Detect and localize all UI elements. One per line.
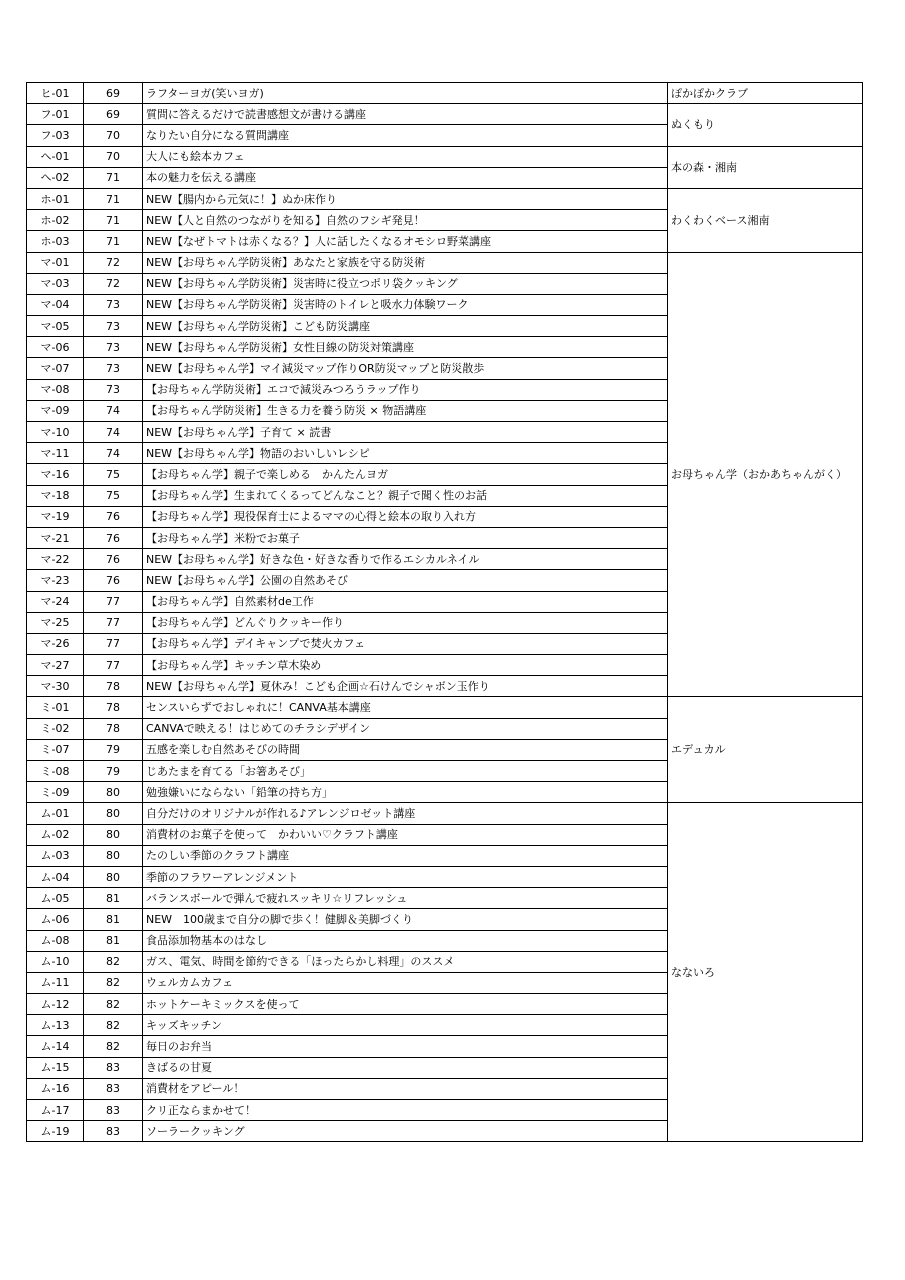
course-code: マ-26 (27, 633, 84, 654)
course-code: ミ-02 (27, 718, 84, 739)
page-number: 83 (84, 1057, 143, 1078)
course-code: マ-24 (27, 591, 84, 612)
table-row (27, 104, 863, 125)
page-number: 82 (84, 1015, 143, 1036)
course-title: 消費材をアピール！ (143, 1078, 668, 1099)
page-number: 70 (84, 146, 143, 167)
course-title: ソーラークッキング (143, 1121, 668, 1142)
page-number: 79 (84, 761, 143, 782)
course-code: マ-21 (27, 527, 84, 548)
table-row (27, 252, 863, 273)
course-code: マ-25 (27, 612, 84, 633)
course-title: NEW【お母ちゃん学防災術】女性目線の防災対策講座 (143, 337, 668, 358)
course-title: 【お母ちゃん学】親子で楽しめる かんたんヨガ (143, 464, 668, 485)
page-number: 74 (84, 400, 143, 421)
page-number: 73 (84, 358, 143, 379)
page-number: 76 (84, 570, 143, 591)
page-number: 77 (84, 591, 143, 612)
page-number: 69 (84, 83, 143, 104)
course-code: マ-22 (27, 549, 84, 570)
organization-name: なないろ (668, 803, 863, 1142)
course-code: ム-13 (27, 1015, 84, 1036)
course-title: きばるの甘夏 (143, 1057, 668, 1078)
course-code: マ-04 (27, 294, 84, 315)
organization-name: わくわくベース湘南 (668, 188, 863, 252)
course-code: ム-14 (27, 1036, 84, 1057)
page-number: 80 (84, 803, 143, 824)
course-title: 【お母ちゃん学】自然素材de工作 (143, 591, 668, 612)
table-row (27, 188, 863, 209)
course-title: NEW【お母ちゃん学防災術】あなたと家族を守る防災術 (143, 252, 668, 273)
course-title: CANVAで映える！はじめてのチラシデザイン (143, 718, 668, 739)
course-title: 勉強嫌いにならない「鉛筆の持ち方」 (143, 782, 668, 803)
course-code: ホ-03 (27, 231, 84, 252)
course-title: 【お母ちゃん学】どんぐりクッキー作り (143, 612, 668, 633)
organization-name: ぬくもり (668, 104, 863, 146)
course-code: マ-03 (27, 273, 84, 294)
organization-name: エデュカル (668, 697, 863, 803)
course-code: マ-08 (27, 379, 84, 400)
course-code: ム-02 (27, 824, 84, 845)
organization-name: 本の森・湘南 (668, 146, 863, 188)
course-code: マ-09 (27, 400, 84, 421)
course-title: 【お母ちゃん学】米粉でお菓子 (143, 527, 668, 548)
course-title: たのしい季節のクラフト講座 (143, 845, 668, 866)
page-number: 82 (84, 994, 143, 1015)
page-number: 81 (84, 930, 143, 951)
course-code: マ-27 (27, 655, 84, 676)
page-number: 82 (84, 1036, 143, 1057)
page-number: 77 (84, 633, 143, 654)
page-number: 75 (84, 464, 143, 485)
page-number: 71 (84, 167, 143, 188)
course-code: ム-16 (27, 1078, 84, 1099)
course-title: バランスボールで弾んで疲れスッキリ☆リフレッシュ (143, 888, 668, 909)
course-title: NEW【人と自然のつながりを知る】自然のフシギ発見！ (143, 210, 668, 231)
course-code: ヘ-01 (27, 146, 84, 167)
course-title: ガス、電気、時間を節約できる「ほったらかし料理」のススメ (143, 951, 668, 972)
course-title: NEW【お母ちゃん学】夏休み！こども企画☆石けんでシャボン玉作り (143, 676, 668, 697)
course-code: ム-10 (27, 951, 84, 972)
course-code: マ-30 (27, 676, 84, 697)
page-number: 80 (84, 782, 143, 803)
page-number: 83 (84, 1121, 143, 1142)
table-row (27, 697, 863, 718)
page-number: 73 (84, 316, 143, 337)
page-number: 75 (84, 485, 143, 506)
course-code: ム-03 (27, 845, 84, 866)
page-number: 69 (84, 104, 143, 125)
course-code: マ-11 (27, 443, 84, 464)
course-code: ム-15 (27, 1057, 84, 1078)
page-number: 82 (84, 951, 143, 972)
course-title: ウェルカムカフェ (143, 972, 668, 993)
page-number: 70 (84, 125, 143, 146)
course-code: マ-10 (27, 422, 84, 443)
page-number: 76 (84, 506, 143, 527)
course-title: 本の魅力を伝える講座 (143, 167, 668, 188)
course-code: ム-01 (27, 803, 84, 824)
course-code: ム-12 (27, 994, 84, 1015)
table-row (27, 146, 863, 167)
course-code: ヒ-01 (27, 83, 84, 104)
page-number: 71 (84, 188, 143, 209)
course-list-table (26, 82, 863, 1142)
page-number: 76 (84, 527, 143, 548)
course-title: キッズキッチン (143, 1015, 668, 1036)
course-code: マ-18 (27, 485, 84, 506)
page-number: 73 (84, 337, 143, 358)
course-title: じあたまを育てる「お箸あそび」 (143, 761, 668, 782)
organization-name: ぽかぽかクラブ (668, 83, 863, 104)
course-title: NEW【お母ちゃん学】公園の自然あそび (143, 570, 668, 591)
course-title: 【お母ちゃん学防災術】エコで減災みつろうラップ作り (143, 379, 668, 400)
course-title: 食品添加物基本のはなし (143, 930, 668, 951)
page-number: 80 (84, 845, 143, 866)
course-title: 自分だけのオリジナルが作れる♪アレンジロゼット講座 (143, 803, 668, 824)
table-row (27, 83, 863, 104)
page-number: 81 (84, 888, 143, 909)
course-code: マ-05 (27, 316, 84, 337)
course-title: NEW 100歳まで自分の脚で歩く！健脚＆美脚づくり (143, 909, 668, 930)
course-title: 【お母ちゃん学】生まれてくるってどんなこと？親子で聞く性のお話 (143, 485, 668, 506)
course-title: なりたい自分になる質問講座 (143, 125, 668, 146)
page-number: 80 (84, 866, 143, 887)
course-title: NEW【お母ちゃん学防災術】災害時のトイレと吸水力体験ワーク (143, 294, 668, 315)
course-title: NEW【お母ちゃん学】子育て × 読書 (143, 422, 668, 443)
course-code: マ-01 (27, 252, 84, 273)
course-code: ム-05 (27, 888, 84, 909)
course-title: ラフターヨガ(笑いヨガ) (143, 83, 668, 104)
course-code: ホ-01 (27, 188, 84, 209)
course-title: ホットケーキミックスを使って (143, 994, 668, 1015)
course-code: ム-19 (27, 1121, 84, 1142)
course-code: ム-11 (27, 972, 84, 993)
course-title: 季節のフラワーアレンジメント (143, 866, 668, 887)
page-number: 79 (84, 739, 143, 760)
course-title: NEW【なぜトマトは赤くなる？】人に話したくなるオモシロ野菜講座 (143, 231, 668, 252)
page-number: 83 (84, 1078, 143, 1099)
page-number: 77 (84, 655, 143, 676)
course-code: ミ-08 (27, 761, 84, 782)
organization-name: お母ちゃん学（おかあちゃんがく） (668, 252, 863, 697)
course-title: 大人にも絵本カフェ (143, 146, 668, 167)
page-number: 78 (84, 676, 143, 697)
course-title: NEW【お母ちゃん学】物語のおいしいレシピ (143, 443, 668, 464)
course-code: ホ-02 (27, 210, 84, 231)
course-code: ム-17 (27, 1100, 84, 1121)
course-code: マ-19 (27, 506, 84, 527)
course-title: 【お母ちゃん学】デイキャンプで焚火カフェ (143, 633, 668, 654)
course-code: ム-08 (27, 930, 84, 951)
course-title: 五感を楽しむ自然あそびの時間 (143, 739, 668, 760)
course-code: ヘ-02 (27, 167, 84, 188)
course-title: NEW【お母ちゃん学】好きな色・好きな香りで作るエシカルネイル (143, 549, 668, 570)
table-row (27, 803, 863, 824)
page-number: 78 (84, 697, 143, 718)
page-number: 74 (84, 422, 143, 443)
page-number: 72 (84, 273, 143, 294)
course-title: 【お母ちゃん学】現役保育士によるママの心得と絵本の取り入れ方 (143, 506, 668, 527)
course-title: クリ正ならまかせて！ (143, 1100, 668, 1121)
page-number: 83 (84, 1100, 143, 1121)
course-code: フ-03 (27, 125, 84, 146)
page-number: 80 (84, 824, 143, 845)
page-number: 82 (84, 972, 143, 993)
course-code: ム-06 (27, 909, 84, 930)
course-title: 【お母ちゃん学】キッチン草木染め (143, 655, 668, 676)
course-title: 【お母ちゃん学防災術】生きる力を養う防災 × 物語講座 (143, 400, 668, 421)
page-number: 72 (84, 252, 143, 273)
page-number: 76 (84, 549, 143, 570)
course-list-body (27, 83, 863, 1142)
page-number: 78 (84, 718, 143, 739)
page-number: 73 (84, 379, 143, 400)
course-title: NEW【お母ちゃん学防災術】災害時に役立つポリ袋クッキング (143, 273, 668, 294)
course-code: ミ-07 (27, 739, 84, 760)
course-code: マ-23 (27, 570, 84, 591)
course-code: ム-04 (27, 866, 84, 887)
course-title: 消費材のお菓子を使って かわいい♡クラフト講座 (143, 824, 668, 845)
page-number: 81 (84, 909, 143, 930)
course-title: NEW【腸内から元気に！】ぬか床作り (143, 188, 668, 209)
page-number: 71 (84, 210, 143, 231)
course-code: ミ-01 (27, 697, 84, 718)
course-code: フ-01 (27, 104, 84, 125)
page-number: 74 (84, 443, 143, 464)
course-title: NEW【お母ちゃん学防災術】こども防災講座 (143, 316, 668, 337)
course-code: マ-16 (27, 464, 84, 485)
course-title: センスいらずでおしゃれに！CANVA基本講座 (143, 697, 668, 718)
page-number: 77 (84, 612, 143, 633)
course-title: NEW【お母ちゃん学】マイ減災マップ作りOR防災マップと防災散歩 (143, 358, 668, 379)
page-number: 71 (84, 231, 143, 252)
course-title: 質問に答えるだけで読書感想文が書ける講座 (143, 104, 668, 125)
page-number: 73 (84, 294, 143, 315)
course-code: ミ-09 (27, 782, 84, 803)
course-title: 毎日のお弁当 (143, 1036, 668, 1057)
course-code: マ-06 (27, 337, 84, 358)
course-code: マ-07 (27, 358, 84, 379)
